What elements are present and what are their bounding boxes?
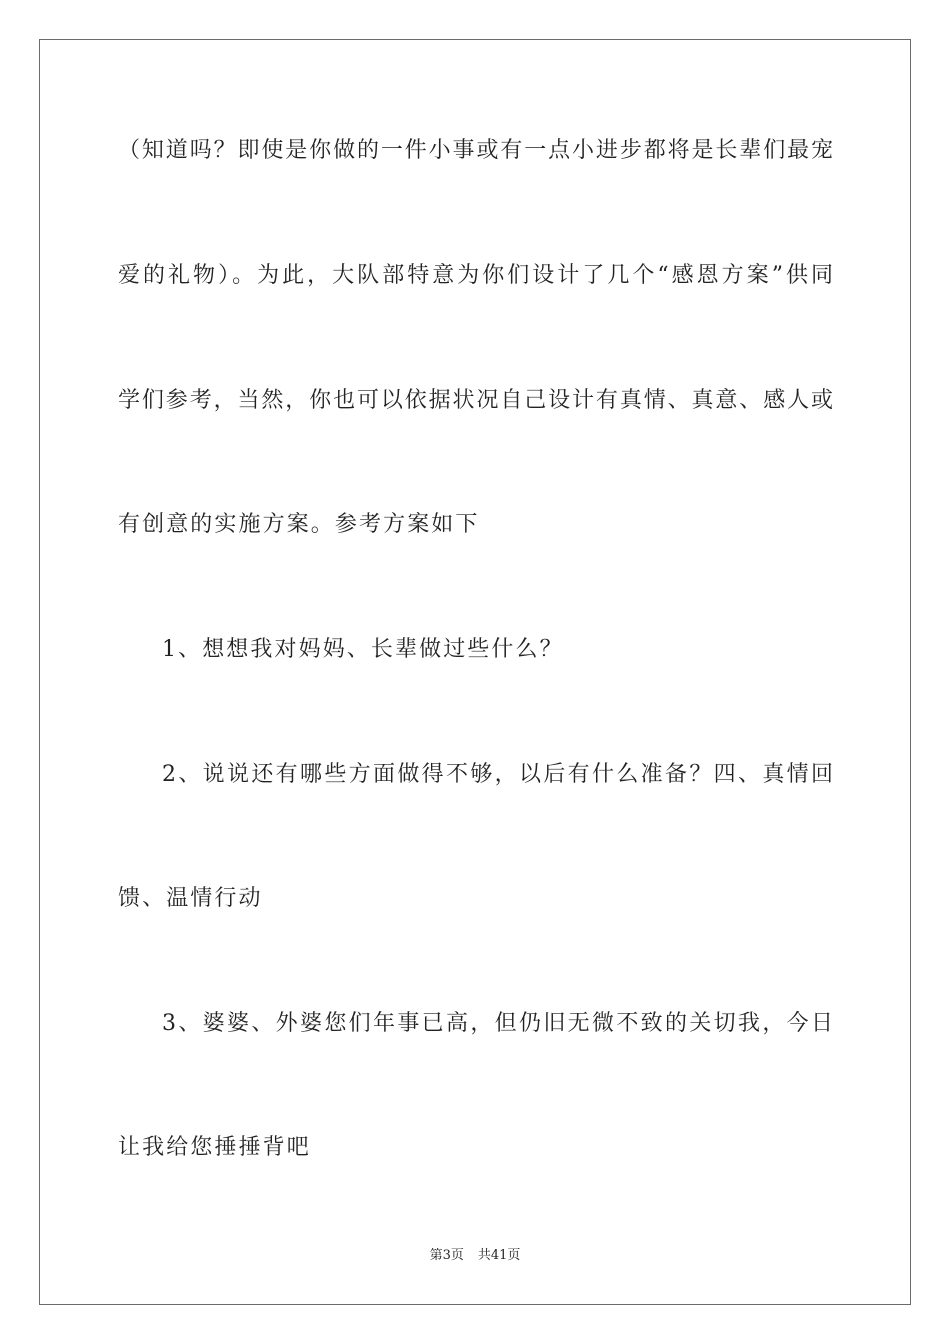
- paragraph-line-2: 爱的礼物）。为此，大队部特意为你们设计了几个“感恩方案”供同: [118, 263, 833, 288]
- paragraph-line-4: 有创意的实施方案。参考方案如下: [118, 512, 480, 537]
- page-footer: [0, 1247, 950, 1265]
- page-number: 第3页: [429, 1248, 464, 1263]
- list-item-3: 3、婆婆、外婆您们年事已高，但仍旧无微不致的关切我，今日: [162, 1011, 833, 1036]
- page-total: 共41页: [477, 1248, 521, 1263]
- page-border: [39, 39, 911, 1305]
- list-item-1: 1、想想我对妈妈、长辈做过些什么？: [162, 637, 564, 662]
- list-item-2: 2、说说还有哪些方面做得不够，以后有什么准备？四、真情回: [162, 762, 833, 787]
- list-item-3-continued: 让我给您捶捶背吧: [118, 1135, 311, 1160]
- paragraph-line-3: 学们参考，当然，你也可以依据状况自己设计有真情、真意、感人或: [118, 388, 833, 413]
- list-item-2-continued: 馈、温情行动: [118, 886, 263, 911]
- paragraph-line-1: （知道吗？即使是你做的一件小事或有一点小进步都将是长辈们最宠: [118, 138, 833, 163]
